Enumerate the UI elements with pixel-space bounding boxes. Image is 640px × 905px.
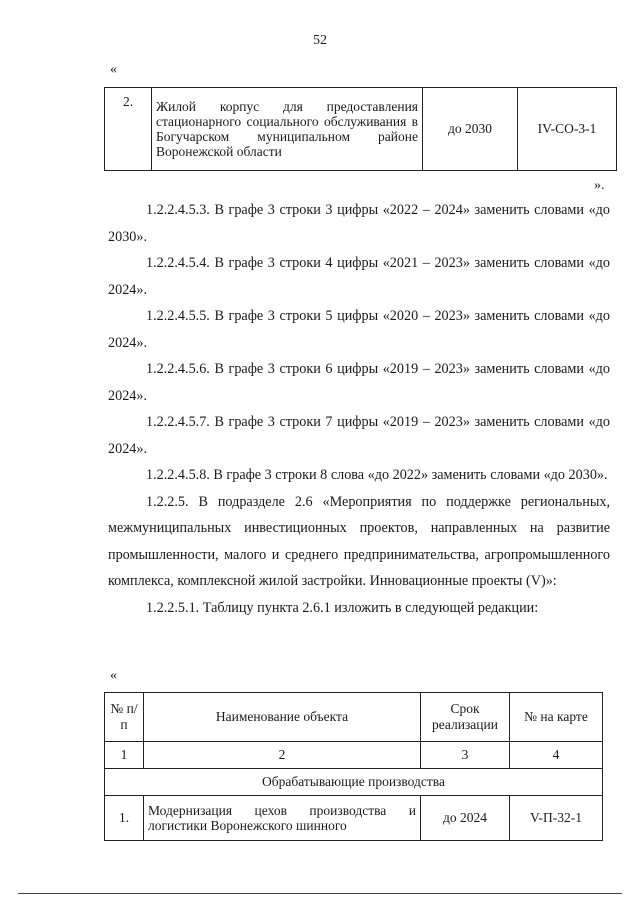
page-number: 52 bbox=[313, 33, 327, 48]
paragraph-6: 1.2.2.4.5.8. В графе 3 строки 8 слова «до 2022» заменить словами «до 2030». bbox=[146, 467, 608, 483]
row-term: до 2030 bbox=[423, 88, 518, 171]
paragraph-7: 1.2.2.5. В подразделе 2.6 «Мероприятия по поддержке региональных, межмуниципальных инвестиционных проектов, направленных на развитие промышленности, малого и среднего предпринимательства, агропромышленного комплекса, комплексной жилой застройки. Инновационные проекты (V)»: bbox=[108, 493, 610, 589]
row-name: Жилой корпус для предоставления стационарного социального обслуживания в Богучарском муниципальном районе Воронежской области bbox=[152, 88, 423, 171]
close-quote: ». bbox=[594, 178, 605, 193]
header-num: № п/п bbox=[105, 693, 144, 742]
open-quote-2: « bbox=[110, 668, 117, 683]
header-name: Наименование объекта bbox=[144, 693, 421, 742]
col-number-2: 2 bbox=[144, 742, 421, 769]
col-number-4: 4 bbox=[510, 742, 603, 769]
paragraph-3: 1.2.2.4.5.5. В графе 3 строки 5 цифры «2020 – 2023» заменить словами «до 2024». bbox=[108, 308, 610, 351]
header-map: № на карте bbox=[510, 693, 603, 742]
section-title: Обрабатывающие производства bbox=[105, 769, 603, 796]
col-number-3: 3 bbox=[421, 742, 510, 769]
header-term: Срок реализации bbox=[421, 693, 510, 742]
col-number-1: 1 bbox=[105, 742, 144, 769]
footer-divider bbox=[18, 893, 622, 894]
row-term: до 2024 bbox=[421, 796, 510, 841]
row-name: Модернизация цехов производства и логистики Воронежского шинного bbox=[144, 796, 421, 841]
row-number: 1. bbox=[105, 796, 144, 841]
object-table-continuation bbox=[104, 87, 617, 171]
column-number-row bbox=[105, 742, 603, 769]
projects-table bbox=[104, 692, 603, 841]
paragraph-4: 1.2.2.4.5.6. В графе 3 строки 6 цифры «2019 – 2023» заменить словами «до 2024». bbox=[108, 361, 610, 404]
amendment-paragraphs bbox=[108, 197, 610, 621]
paragraph-2: 1.2.2.4.5.4. В графе 3 строки 4 цифры «2021 – 2023» заменить словами «до 2024». bbox=[108, 255, 610, 298]
paragraph-5: 1.2.2.4.5.7. В графе 3 строки 7 цифры «2019 – 2023» заменить словами «до 2024». bbox=[108, 414, 610, 457]
open-quote-1: « bbox=[110, 62, 117, 77]
row-map-code: IV-CO-3-1 bbox=[518, 88, 617, 171]
section-row bbox=[105, 769, 603, 796]
table-row bbox=[105, 796, 603, 841]
paragraph-1: 1.2.2.4.5.3. В графе 3 строки 3 цифры «2022 – 2024» заменить словами «до 2030». bbox=[108, 202, 610, 245]
row-number: 2. bbox=[105, 88, 152, 171]
table-header-row bbox=[105, 693, 603, 742]
paragraph-8: 1.2.2.5.1. Таблицу пункта 2.6.1 изложить в следующей редакции: bbox=[146, 599, 539, 616]
table-row bbox=[105, 88, 617, 171]
row-map-code: V-П-32-1 bbox=[510, 796, 603, 841]
